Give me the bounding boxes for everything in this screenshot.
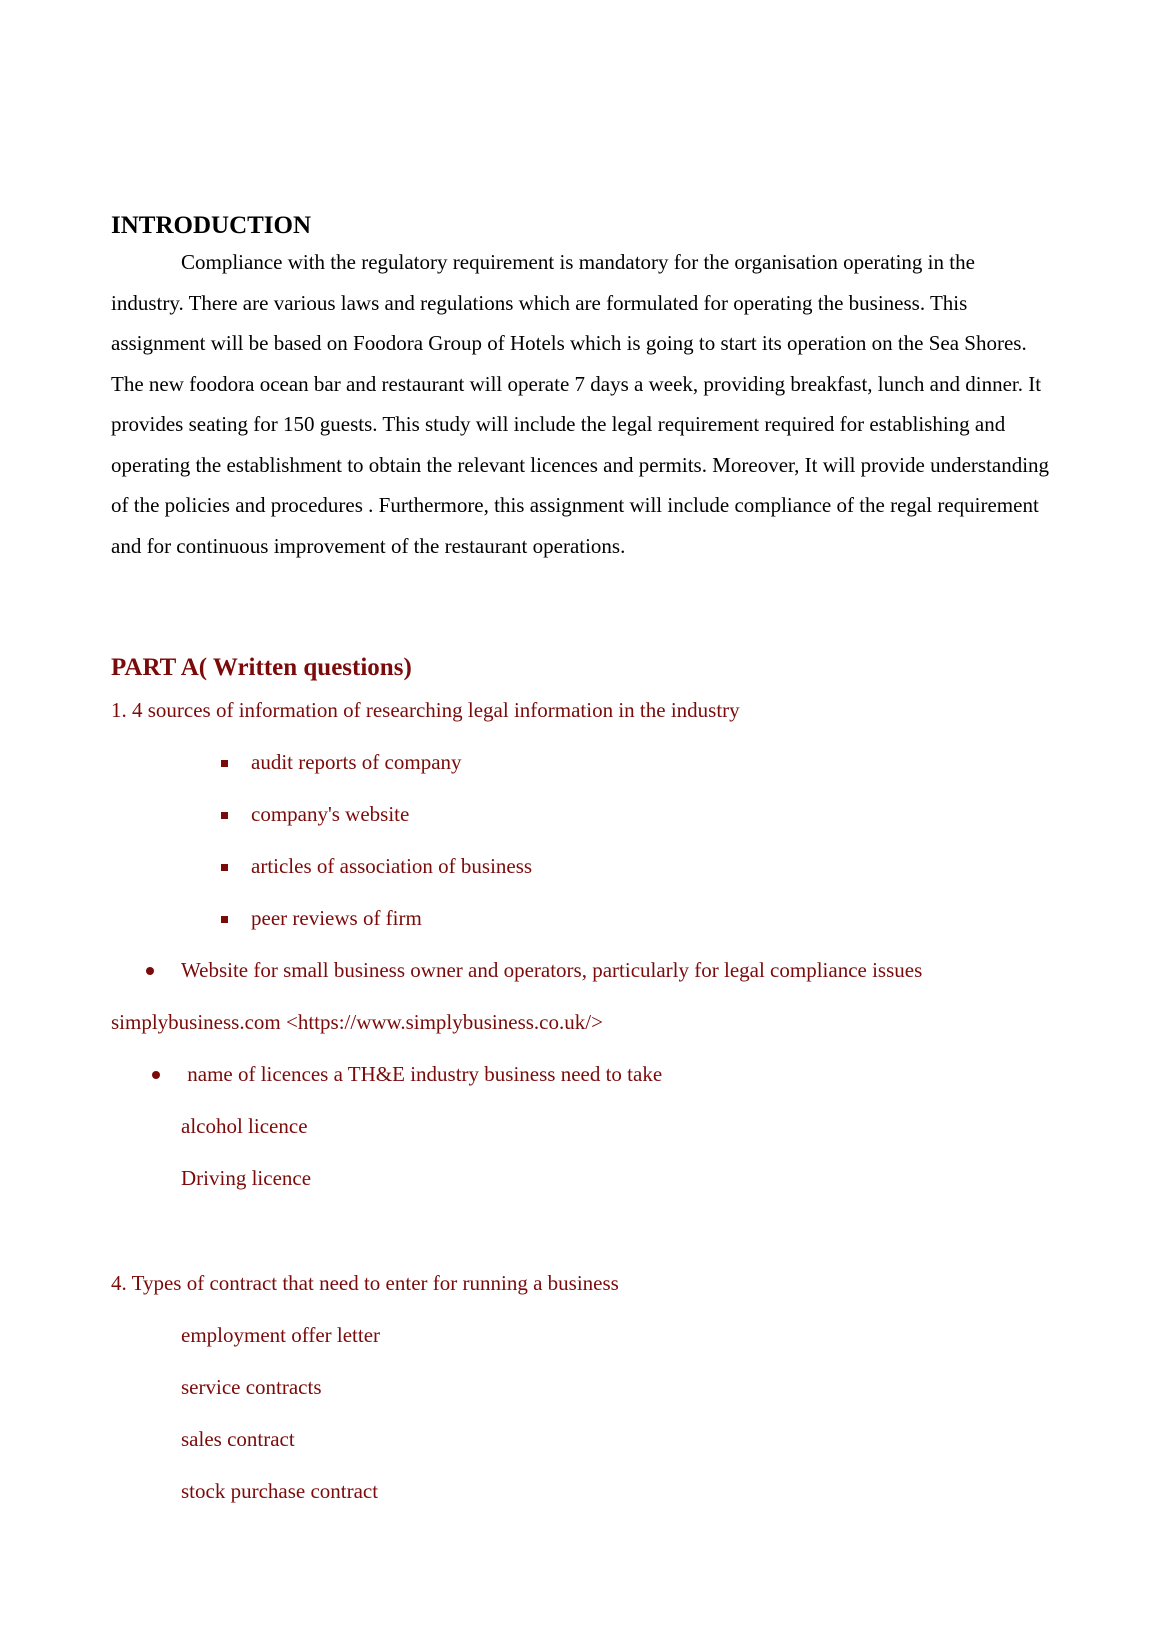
q3-list-item: alcohol licence [181, 1114, 308, 1138]
square-bullet-icon [221, 916, 228, 923]
square-bullet-icon [221, 812, 228, 819]
part-a-heading: PART A( Written questions) [111, 654, 412, 681]
q4-title: 4. Types of contract that need to enter for running a business [111, 1271, 619, 1295]
q3-list-item: Driving licence [181, 1166, 312, 1190]
q1-title: 1. 4 sources of information of researching legal information in the industry [111, 698, 740, 722]
q3-title: name of licences a TH&E industry business need to take [182, 1062, 663, 1086]
q4-list-item: service contracts [181, 1375, 322, 1399]
q2-title: Website for small business owner and operators, particularly for legal compliance issues [181, 958, 923, 982]
q4-list-item: stock purchase contract [181, 1479, 379, 1503]
q4-list-item: sales contract [181, 1427, 295, 1451]
square-bullet-icon [221, 864, 228, 871]
square-bullet-icon [221, 760, 228, 767]
round-bullet-icon [146, 967, 154, 975]
q1-list-item: audit reports of company [251, 750, 462, 774]
introduction-heading: INTRODUCTION [111, 212, 312, 239]
introduction-paragraph: Compliance with the regulatory requirement is mandatory for the organisation operating in the industry. There are various laws and regulations which are formulated for operating the business. This assignment will be based on Foodora Group of Hotels which is going to start its operation on the Sea Shores. The new foodora ocean bar and restaurant will operate 7 days a week, providing breakfast, lunch and dinner. It provides seating for 150 guests. This study will include the legal requirement required for establishing and operating the establishment to obtain the relevant licences and permits. Moreover, It will provide understanding of the policies and procedures . Furthermore, this assignment will include compliance of the regal requirement and for continuous improvement of the restaurant operations. [111, 250, 1050, 558]
q1-list-item: company's website [251, 802, 410, 826]
round-bullet-icon [152, 1071, 160, 1079]
q1-list-item: peer reviews of firm [251, 906, 422, 930]
q4-list-item: employment offer letter [181, 1323, 381, 1347]
q2-answer: simplybusiness.com <https://www.simplybusiness.co.uk/> [111, 1010, 603, 1034]
introduction-section [111, 210, 1051, 566]
q1-list-item: articles of association of business [251, 854, 533, 878]
